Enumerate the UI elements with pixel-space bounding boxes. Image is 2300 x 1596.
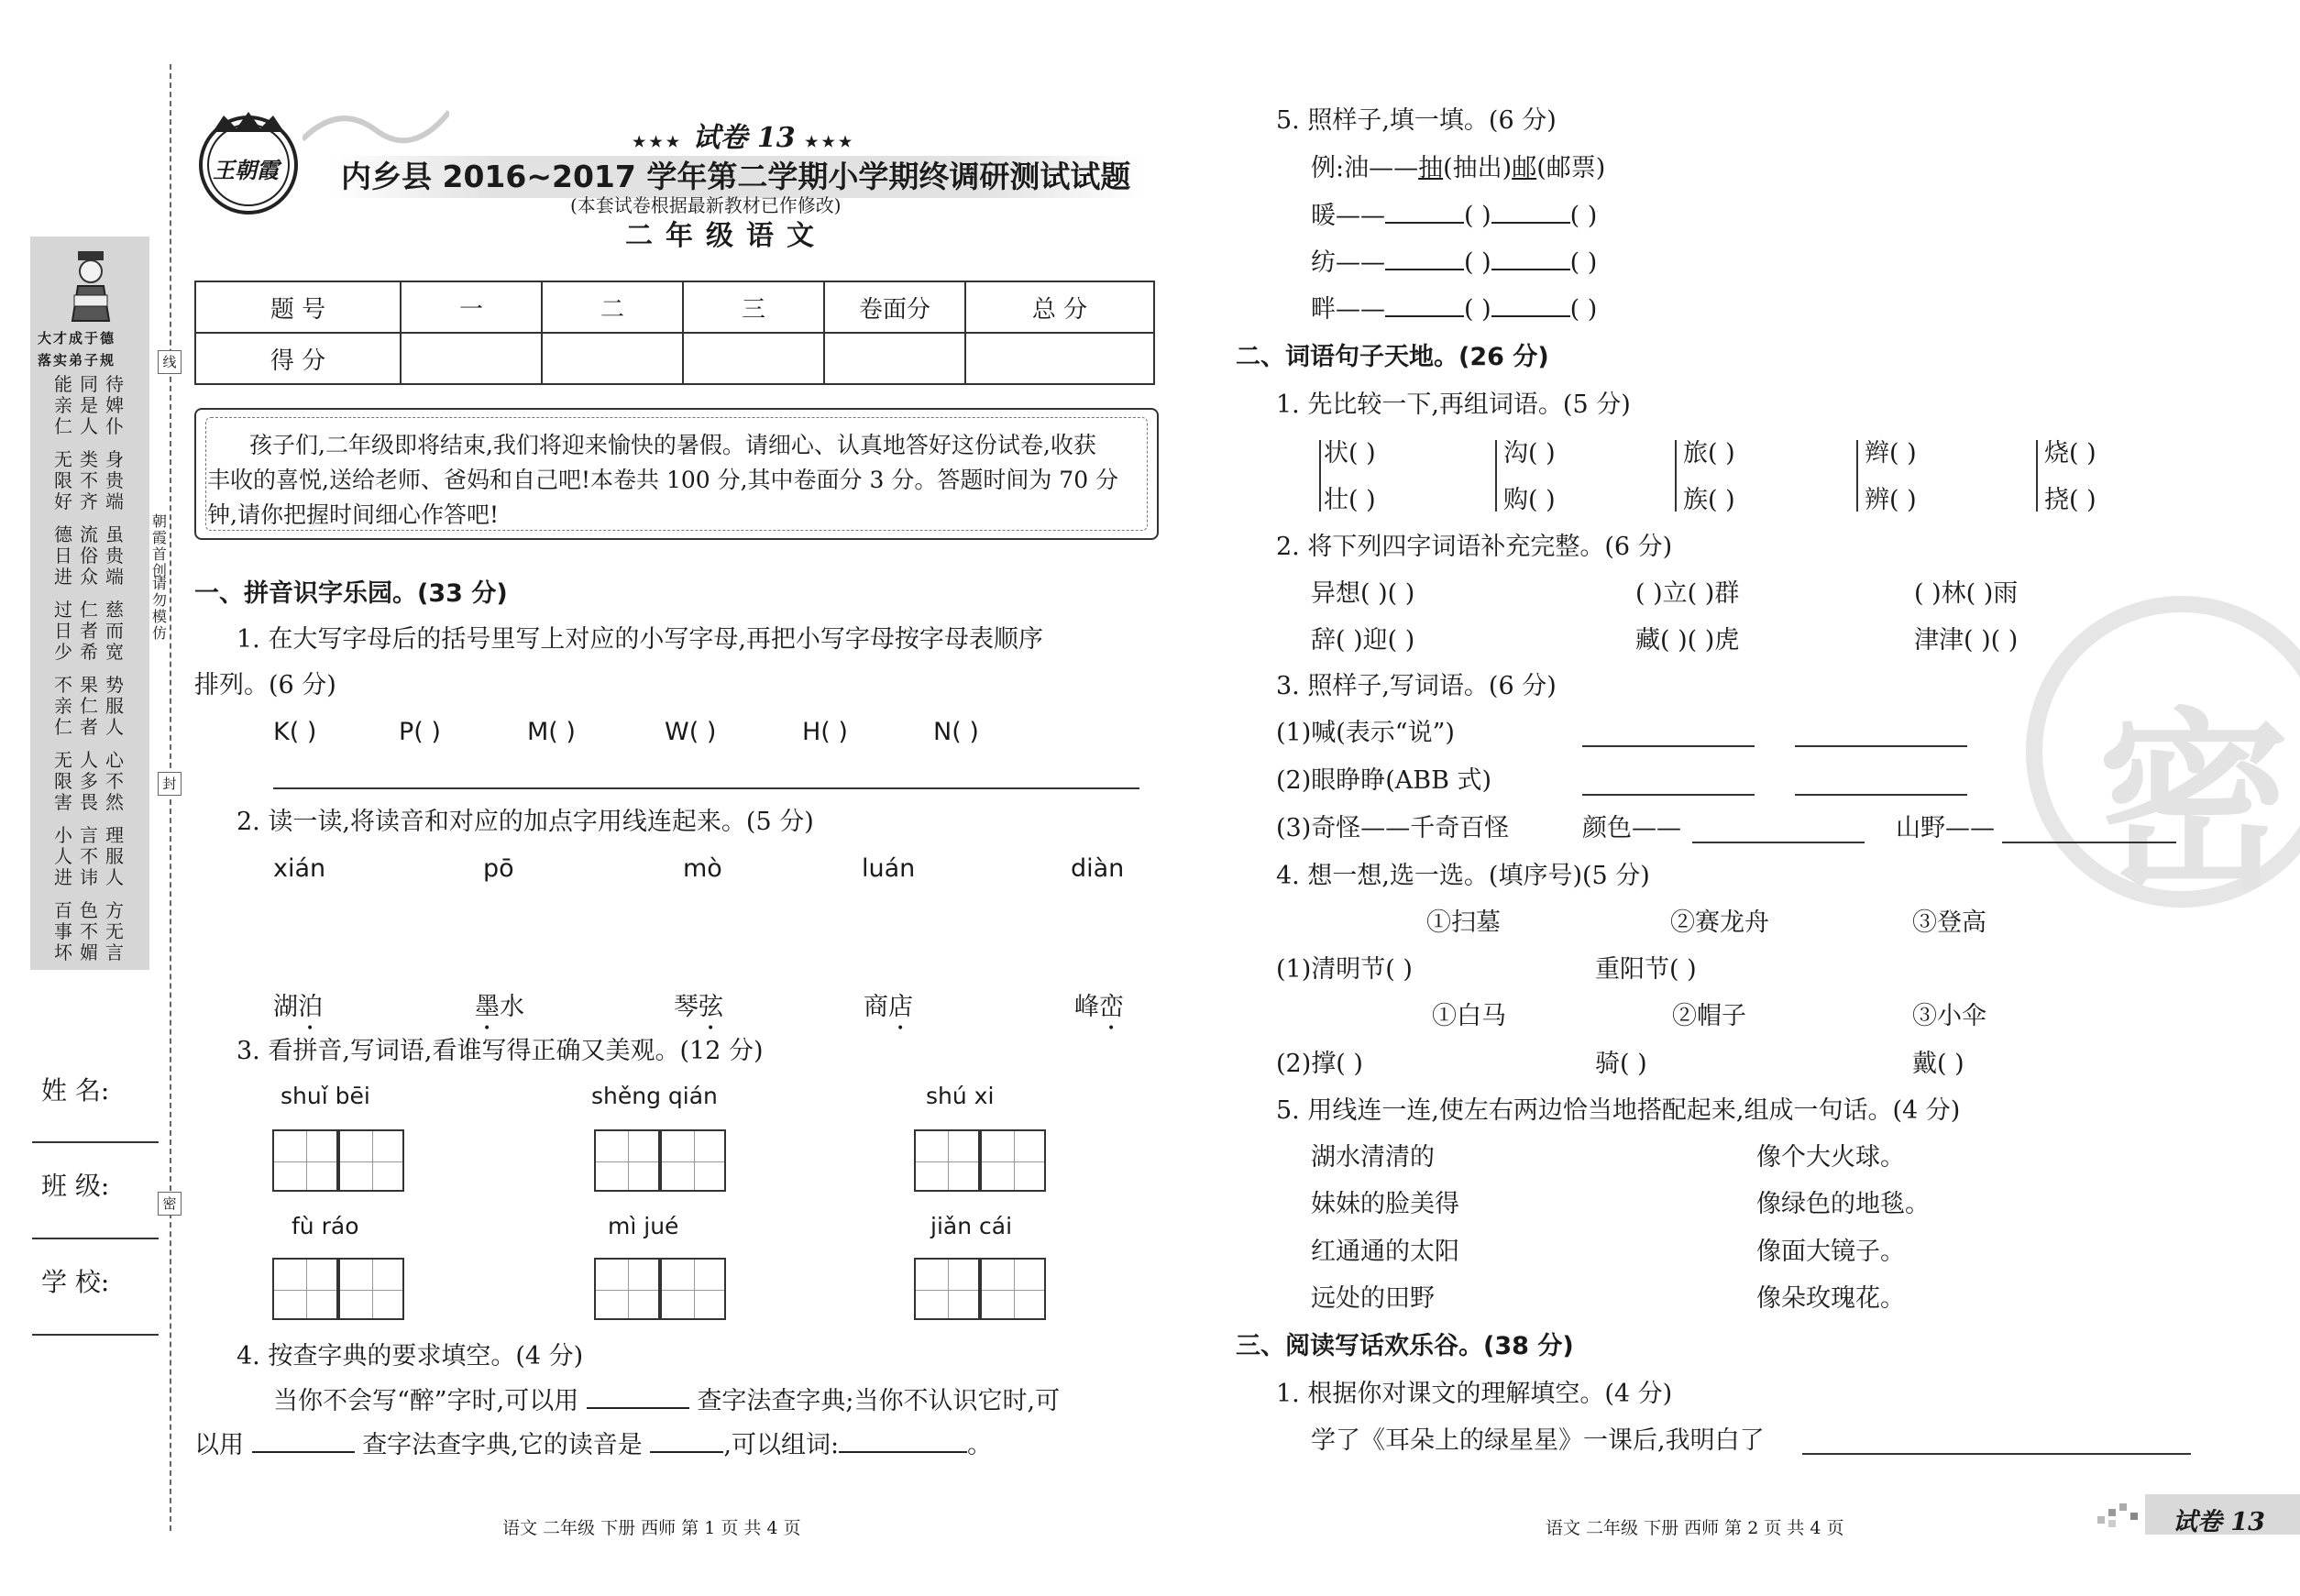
writing-box[interactable] [980,1258,1046,1320]
motto-column: 身贵端 [105,448,124,512]
word-hupo-dot: 泊 [298,993,323,1021]
writing-box[interactable] [594,1258,660,1320]
pinyin-mijue: mì jué [608,1213,679,1239]
s2-q2: 2. 将下列四字词语补充完整。(6 分) [1276,533,1673,561]
q5-paren[interactable]: ( ) [1464,295,1491,324]
word-moshui-dot: 墨 [475,993,500,1021]
s2q3-c2: 颜色—— [1582,814,1681,842]
q5-blank[interactable] [1385,222,1464,224]
idiom-3[interactable]: ( )林( )雨 [1914,579,2019,608]
s3q1-a: 学了《耳朵上的绿星星》一课后,我明白了 [1311,1426,1765,1455]
match-left-3[interactable]: 红通通的太阳 [1311,1238,1459,1266]
motto-column: 流俗众 [80,523,98,588]
compare-zu[interactable]: 族( ) [1683,486,1735,514]
s2-q4: 4. 想一想,选一选。(填序号)(5 分) [1276,862,1650,890]
motto-column: 同是人 [80,373,98,437]
exam-subject: 二年级语文 [625,220,827,252]
option-denggao: ③登高 [1912,908,1986,937]
word-qinxian [674,993,723,1036]
option-maozi: ②帽子 [1672,1002,1746,1030]
compare-lv[interactable]: 旅( ) [1683,439,1735,468]
motto-column: 小人进 [54,824,72,888]
q5-row-nuan [1311,204,1597,228]
score-head-2: 二 [542,281,683,333]
exam-note: (本套试卷根据最新教材已作修改) [570,194,842,216]
score-cell-2[interactable] [542,333,683,384]
word-shangdian-pre: 商 [864,993,888,1021]
q5-paren[interactable]: ( ) [1464,248,1491,277]
secret-seal-watermark [2026,596,2300,916]
exam-title: 内乡县 2016~2017 学年第二学期小学期终调研测试试题 [341,159,1131,194]
q5-blank[interactable] [1491,222,1570,224]
writing-box[interactable] [660,1129,726,1192]
paper-number [633,115,855,155]
class-line[interactable] [32,1238,159,1239]
score-table-score-row [195,333,1154,384]
s1-q1-line1: 1. 在大写字母后的括号里写上对应的小写字母,再把小写字母按字母表顺序 [237,625,1043,654]
section-3-title: 三、阅读写话欢乐谷。(38 分) [1236,1332,1574,1360]
s1-q4: 4. 按查字典的要求填空。(4 分) [237,1342,584,1370]
score-cell-neatness[interactable] [824,333,965,384]
score-cell-total[interactable] [965,333,1154,384]
idiom-2[interactable]: ( )立( )群 [1635,579,1740,608]
match-left-4[interactable]: 远处的田野 [1311,1284,1435,1313]
motto-column: 心不然 [105,749,124,813]
motto-column: 不亲仁 [54,674,72,738]
s2-q5: 5. 用线连一连,使左右两边恰当地搭配起来,组成一句话。(4 分) [1276,1096,1961,1125]
pinyin-furao: fù ráo [292,1213,359,1239]
motto-column: 德日进 [54,523,72,588]
q4-b3: ,可以组词: [723,1431,840,1459]
s1-q2: 2. 读一读,将读音和对应的加点字用线连起来。(5 分) [237,808,814,836]
idiom-1[interactable]: 异想( )( ) [1311,579,1415,608]
motto-column: 言不讳 [80,824,98,888]
compare-bian2[interactable]: 辨( ) [1865,486,1917,514]
q5-row-fang [1311,250,1597,275]
motto-column: 果仁者 [80,674,98,738]
writing-box[interactable] [272,1129,338,1192]
motto-column: 人多畏 [80,749,98,813]
s2q3-a-blank-2[interactable] [1795,745,1967,747]
word-moshui-post: 水 [500,993,524,1021]
motto-top-1: 大才成于德 [38,330,116,347]
letter-n[interactable]: N( ) [933,718,979,746]
letter-k[interactable]: K( ) [273,718,317,746]
motto-column: 色不媚 [80,899,98,963]
q5-row-pan [1311,297,1597,322]
tag-pixel-decoration [2096,1500,2141,1527]
motto-column: 虽贵端 [105,523,124,588]
s2q3-a-blank-1[interactable] [1582,745,1755,747]
match-right-3[interactable]: 像面大镜子。 [1756,1238,1905,1266]
match-left-1[interactable]: 湖水清清的 [1311,1143,1435,1172]
pinyin-luan: luán [862,854,916,883]
s1-q1-line2: 排列。(6 分) [194,671,336,699]
writing-box[interactable] [914,1129,980,1192]
motto-column: 待婢仆 [105,373,124,437]
score-head-total: 总 分 [965,281,1154,333]
s1-q4-line2 [194,1433,992,1458]
s2q3-c3: 山野—— [1896,814,1995,842]
name-label: 姓 名: [41,1075,110,1106]
letter-w[interactable]: W( ) [665,718,717,746]
q5-blank[interactable] [1491,315,1570,317]
intro-line-3: 钟,请你把握时间细心作答吧! [207,501,499,528]
match-right-1[interactable]: 像个大火球。 [1756,1143,1905,1172]
match-right-2[interactable]: 像绿色的地毯。 [1756,1190,1930,1218]
letter-order-answer-line[interactable] [273,787,1139,789]
q5-row-label: 畔—— [1311,295,1385,324]
motto-top-2: 落实弟子规 [38,352,116,369]
s2-q1: 1. 先比较一下,再组词语。(5 分) [1276,391,1631,419]
letter-m[interactable]: M( ) [527,718,576,746]
score-table [194,281,1155,385]
word-hupo [273,993,323,1036]
intro-line-2: 丰收的喜悦,送给老师、爸妈和自己吧!本卷共 100 分,其中卷面分 3 分。答题时间为 70 分 [207,467,1119,493]
compare-gou2[interactable]: 购( ) [1503,486,1556,514]
s2q3-c-blank-2[interactable] [2002,842,2176,843]
word-qinxian-pre: 琴 [674,993,699,1021]
word-shangdian-dot: 店 [888,993,913,1021]
side-mark-seal: 封 [158,772,182,796]
motto-column: 仁者希 [80,599,98,663]
logo-text: 王朝霞 [213,157,279,183]
logo-ribbon-decoration [303,103,449,149]
match-left-2[interactable]: 妹妹的脸美得 [1311,1190,1459,1218]
stars-right: ★★★ [805,133,856,150]
pinyin-xian: xián [273,854,326,883]
q5-paren[interactable]: ( ) [1464,202,1491,230]
q5-ex-a: 例:油—— [1311,154,1419,182]
name-line[interactable] [32,1141,159,1143]
writing-box[interactable] [914,1258,980,1320]
score-cell-3[interactable] [683,333,824,384]
match-right-4[interactable]: 像朵玫瑰花。 [1756,1284,1905,1313]
q4-b4: 。 [967,1431,993,1459]
pinyin-jiancai: jiǎn cái [930,1213,1013,1239]
footer-left: 语文 二年级 下册 西师 第 1 页 共 4 页 [502,1518,801,1538]
school-line[interactable] [32,1334,159,1336]
q5-row-label: 纺—— [1311,248,1385,277]
idiom-4[interactable]: 辞( )迎( ) [1311,626,1415,655]
q5-ex-c: (抽出) [1443,154,1513,182]
q4-cheng[interactable]: (2)撑( ) [1276,1050,1363,1078]
s2q3-c1: (3)奇怪——千奇百怪 [1276,814,1510,842]
compare-zhuang2[interactable]: 壮( ) [1324,486,1376,514]
s1-q4-line1 [273,1389,1060,1414]
q4-qi[interactable]: 骑( ) [1595,1050,1647,1078]
writing-box[interactable] [660,1258,726,1320]
scholar-figure-icon [65,249,116,323]
side-mark-secret: 密 [158,1192,182,1216]
word-shangdian [864,993,913,1036]
writing-box[interactable] [594,1129,660,1192]
motto-column: 类不齐 [80,448,98,512]
s2q3-b-blank-2[interactable] [1795,794,1967,796]
letter-p[interactable]: P( ) [399,718,441,746]
option-saomu: ①扫墓 [1426,908,1501,937]
side-text-a: 朝霞首创 [152,512,168,579]
word-moshui [475,993,524,1036]
paper-tag-label: 试卷 13 [2173,1508,2265,1536]
option-longzhou: ②赛龙舟 [1670,908,1769,937]
word-fengluan-dot: 峦 [1099,993,1124,1021]
q4-a2: 查字法查字典;当你不认识它时,可 [697,1387,1061,1415]
motto-column: 百事坏 [54,899,72,963]
r-q5: 5. 照样子,填一填。(6 分) [1276,106,1557,135]
option-baima: ①白马 [1432,1002,1506,1030]
word-hupo-pre: 湖 [273,993,298,1021]
word-fengluan-pre: 峰 [1074,993,1099,1021]
s1-q3: 3. 看拼音,写词语,看谁写得正确又美观。(12 分) [237,1037,764,1065]
motto-column: 理服人 [105,824,124,888]
q4-blank-pinyin[interactable] [650,1451,723,1453]
s2q3-b: (2)眼睁睁(ABB 式) [1276,766,1492,795]
motto-column: 方无言 [105,899,124,963]
compare-zhuang[interactable]: 状( ) [1324,439,1376,468]
section-1-title: 一、拼音识字乐园。(33 分) [194,579,508,608]
q5-paren[interactable]: ( ) [1569,202,1598,230]
q4-dai[interactable]: 戴( ) [1912,1050,1964,1078]
compare-shao[interactable]: 烧( ) [2044,439,2096,468]
s2q3-a: (1)喊(表示“说”) [1276,719,1455,747]
idiom-5[interactable]: 藏( )( )虎 [1635,626,1740,655]
left-strip [30,237,149,970]
q4-b1: 以用 [194,1431,244,1459]
side-text-b: 请勿模仿 [152,575,168,642]
writing-box[interactable] [272,1258,338,1320]
seal-char: 密 [2097,689,2291,916]
footer-right: 语文 二年级 下册 西师 第 2 页 共 4 页 [1546,1518,1844,1538]
writing-box[interactable] [338,1129,404,1192]
side-mark-line: 线 [158,350,182,374]
pinyin-mo: mò [683,854,722,883]
idiom-6[interactable]: 津津( )( ) [1914,626,2019,655]
paper-tag [2145,1494,2300,1535]
section-2-title: 二、词语句子天地。(26 分) [1236,343,1549,371]
score-head-neatness: 卷面分 [824,281,965,333]
stars-left: ★★★ [633,133,684,150]
q5-row-label: 暖—— [1311,202,1385,230]
q5-ex-d: 邮 [1512,154,1537,182]
pinyin-po: pō [483,854,514,883]
s2-q3: 3. 照样子,写词语。(6 分) [1276,672,1557,700]
brand-logo [194,108,303,216]
q5-ex-e: (邮票) [1536,154,1606,182]
word-qinxian-dot: 弦 [699,993,723,1021]
q5-ex-b: 抽 [1418,154,1444,182]
paper-number-label: 试卷 13 [692,122,796,154]
intro-box [194,408,1159,540]
option-xiaosan: ③小伞 [1912,1002,1986,1030]
q5-paren[interactable]: ( ) [1569,295,1598,324]
q4-a1: 当你不会写“醉”字时,可以用 [273,1387,579,1415]
score-head-3: 三 [683,281,824,333]
motto-column: 势服人 [105,674,124,738]
pinyin-shuibei: shuǐ bēi [281,1083,370,1109]
q4-blank-method-2[interactable] [252,1451,355,1453]
q5-paren[interactable]: ( ) [1569,248,1598,277]
q4-blank-method-1[interactable] [587,1407,689,1409]
q5-blank[interactable] [1385,269,1464,270]
s3q1-answer-line[interactable] [1802,1453,2191,1455]
school-label: 学 校: [41,1267,110,1297]
binding-line [170,64,171,1531]
q4-qingming[interactable]: (1)清明节( ) [1276,955,1413,984]
writing-box[interactable] [338,1258,404,1320]
s3-q1: 1. 根据你对课文的理解填空。(4 分) [1276,1380,1673,1408]
motto-column: 无限害 [54,749,72,813]
pinyin-shuxi: shú xi [926,1083,995,1109]
r-q5-example [1311,156,1605,181]
pinyin-dian: diàn [1071,854,1125,883]
class-label: 班 级: [41,1171,110,1201]
score-table-header-row [195,281,1154,333]
score-head-label: 题 号 [195,281,401,333]
motto-column: 慈而宽 [105,599,124,663]
compare-bian[interactable]: 辫( ) [1865,439,1917,468]
word-fengluan [1074,993,1124,1036]
q4-chongyang[interactable]: 重阳节( ) [1595,955,1697,984]
s2q3-b-blank-1[interactable] [1582,794,1755,796]
compare-gou[interactable]: 沟( ) [1503,439,1556,468]
intro-line-1: 孩子们,二年级即将结束,我们将迎来愉快的暑假。请细心、认真地答好这份试卷,收获 [249,432,1096,458]
score-row-label: 得 分 [195,333,401,384]
s2q3-c-blank-1[interactable] [1692,842,1865,843]
score-head-1: 一 [401,281,542,333]
q5-blank[interactable] [1385,315,1464,317]
q4-b2: 查字法查字典,它的读音是 [362,1431,643,1459]
compare-nao[interactable]: 挠( ) [2044,486,2096,514]
motto-column: 无限好 [54,448,72,512]
motto-column: 能亲仁 [54,373,72,437]
letter-h[interactable]: H( ) [802,718,848,746]
writing-box[interactable] [980,1129,1046,1192]
q5-blank[interactable] [1491,269,1570,270]
pinyin-shengqian: shěng qián [591,1083,718,1109]
q4-blank-word[interactable] [839,1451,967,1453]
motto-column: 过日少 [54,599,72,663]
score-cell-1[interactable] [401,333,542,384]
